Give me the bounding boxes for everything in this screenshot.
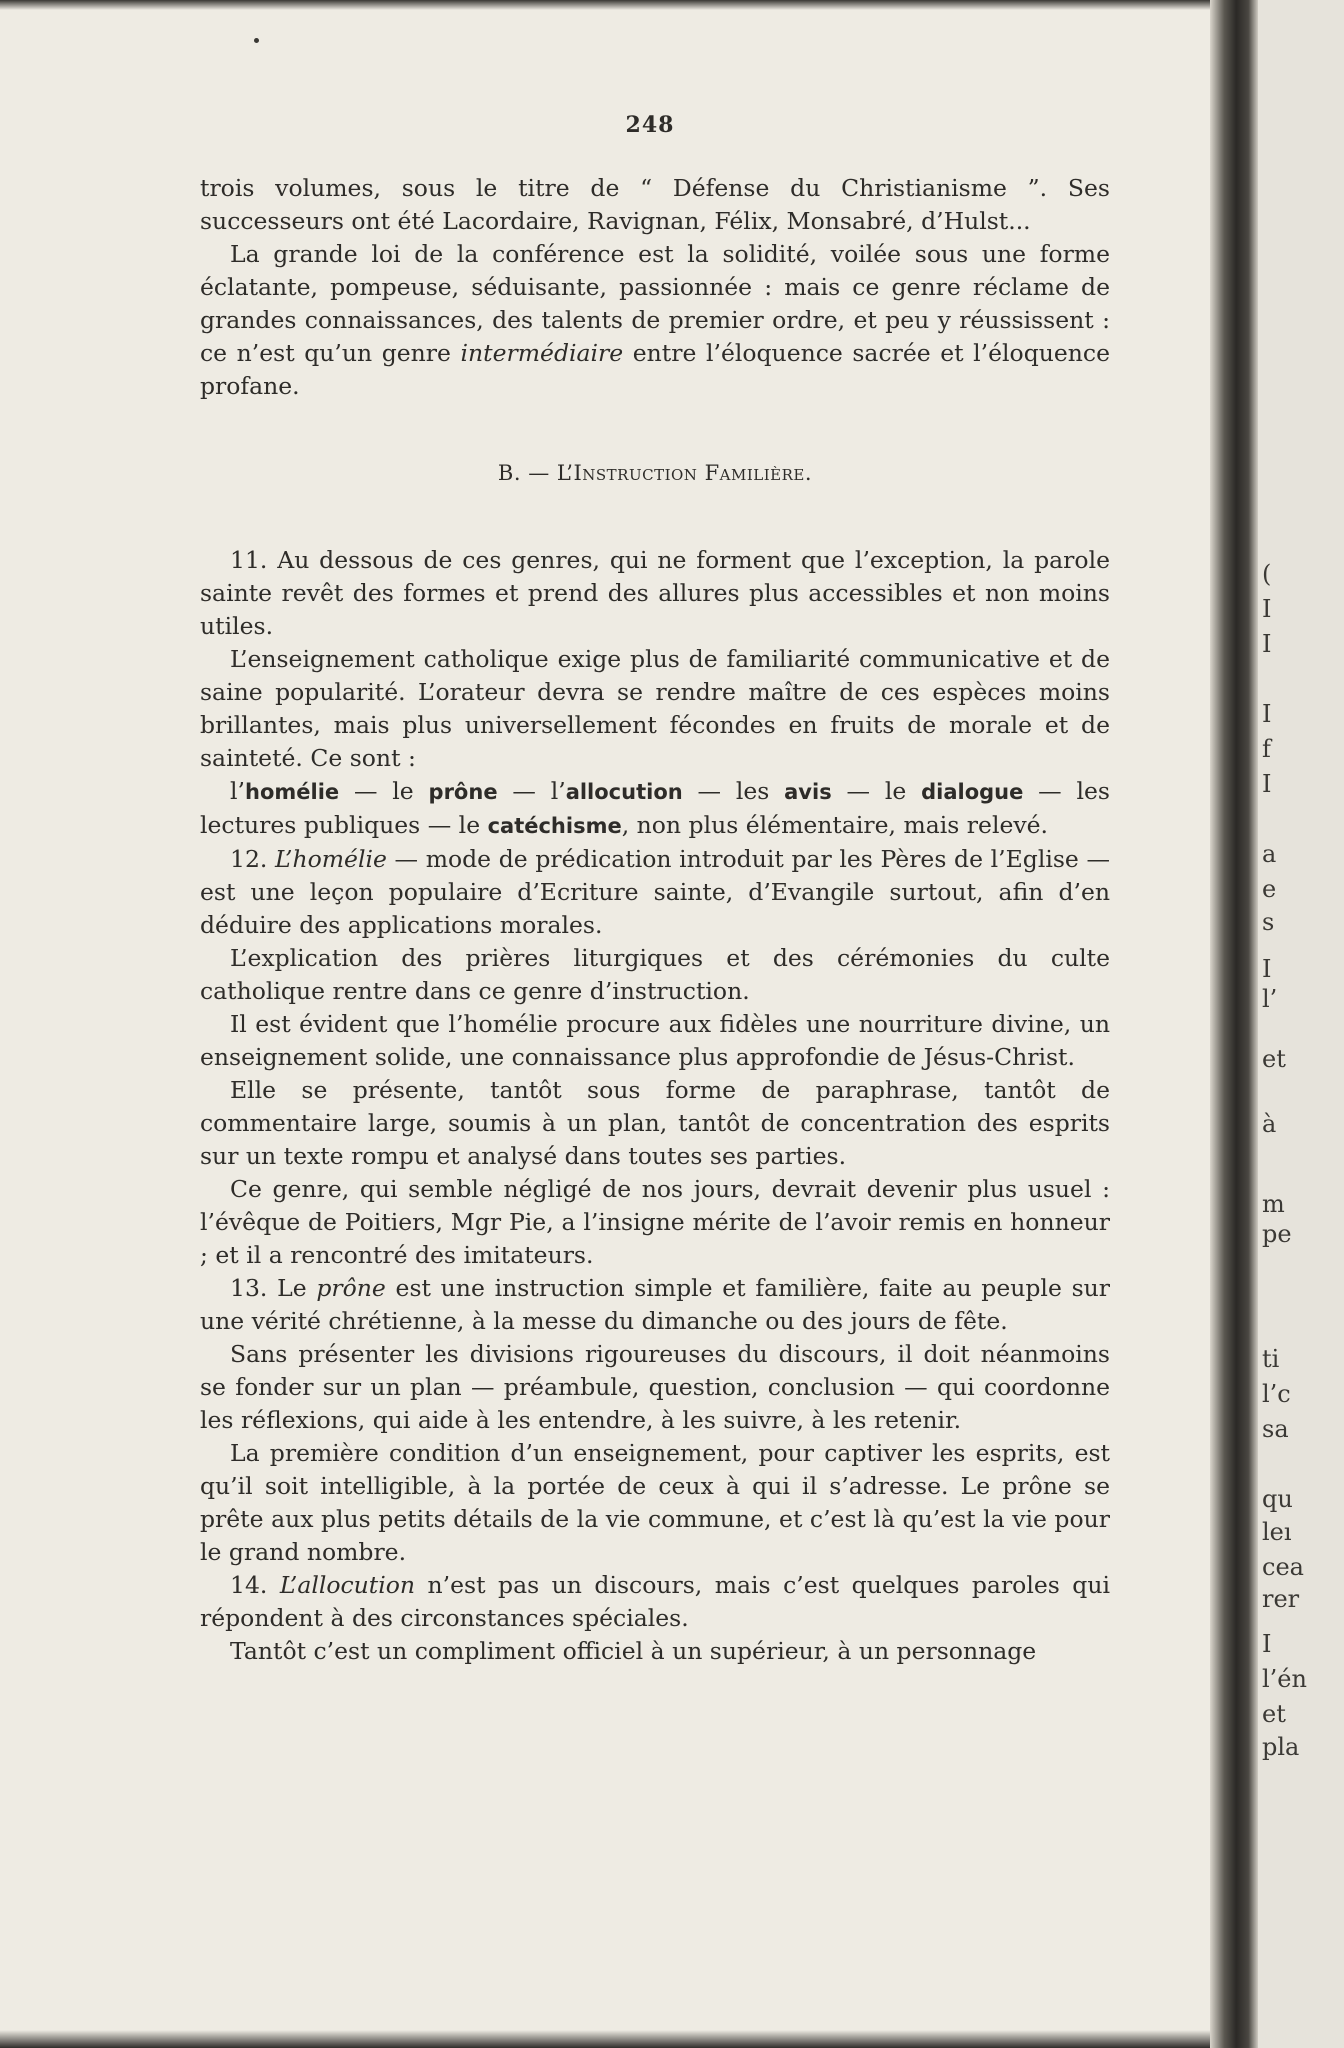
text-run: 12. xyxy=(230,845,276,873)
genre-list xyxy=(200,775,1110,843)
adjacent-page-fragment: I xyxy=(1262,770,1272,798)
adjacent-page-fragment: ti xyxy=(1262,1345,1280,1373)
adjacent-page-fragment: I xyxy=(1262,1630,1272,1658)
adjacent-page-fragment: rer xyxy=(1262,1585,1300,1613)
adjacent-page-fragment: cea xyxy=(1262,1553,1304,1581)
adjacent-page-fragment: f xyxy=(1262,735,1271,763)
adjacent-page-fragment: l’ xyxy=(1262,985,1278,1013)
page-body xyxy=(200,172,1110,1668)
adjacent-page-fragment: m xyxy=(1262,1190,1285,1218)
adjacent-page-fragment: sa xyxy=(1262,1415,1289,1443)
text-run: entre l’éloquence sacrée et l’éloquence profane. xyxy=(200,339,1110,400)
text-run: 14. xyxy=(230,1571,280,1599)
italic-term: prône xyxy=(316,1274,386,1302)
adjacent-page-fragment: qu xyxy=(1262,1485,1293,1513)
adjacent-page-fragment: ( xyxy=(1262,560,1272,588)
adjacent-page-fragment: à xyxy=(1262,1110,1277,1138)
adjacent-page-fragment: pla xyxy=(1262,1733,1300,1761)
adjacent-page-fragment: et xyxy=(1262,1045,1286,1073)
term-dialogue: dialogue xyxy=(921,780,1024,804)
page-number: 248 xyxy=(625,112,675,138)
adjacent-page-fragment: s xyxy=(1262,908,1275,936)
section-heading-prefix: B. — L’ xyxy=(497,461,574,485)
section-heading xyxy=(200,457,1110,490)
adjacent-page-fragment: I xyxy=(1262,955,1272,983)
term-homelie: homélie xyxy=(245,780,340,804)
adjacent-page-fragment: l’c xyxy=(1262,1380,1291,1408)
adjacent-page-fragment: I xyxy=(1262,700,1272,728)
text-run: — mode de prédication introduit par les Pères de l’Eglise — est une leçon populaire d’Ecriture sainte, d’Evangile surtout, afin d’en déduire des applications morales. xyxy=(200,845,1110,939)
text-run: La grande loi de la conférence est la solidité, voilée sous une forme éclatante, pompeuse, séduisante, passionnée : mais ce genre réclame de grandes connaissances, des talents de premier ordre, et peu y réussissent : ce n’est qu’un genre xyxy=(200,240,1110,367)
section-heading-title: Instruction Familière. xyxy=(573,461,813,485)
text-run: — les lectures publiques — le xyxy=(200,777,1110,839)
italic-term: L’homélie xyxy=(275,845,387,873)
paragraph: trois volumes, sous le titre de “ Défense du Christianisme ”. Ses successeurs ont été Lacordaire, Ravignan, Félix, Monsabré, d’Hulst... xyxy=(200,174,1110,235)
paragraph xyxy=(200,1272,1110,1338)
paragraph: 11. Au dessous de ces genres, qui ne forment que l’exception, la parole sainte revêt des formes et prend des allures plus accessibles et non moins utiles. xyxy=(200,546,1110,640)
paragraph: La première condition d’un enseignement, pour captiver les esprits, est qu’il soit intelligible, à la portée de ceux à qui il s’adresse. Le prône se prête aux plus petits détails de la vie commune, et c’est là qu’est la vie pour le grand nombre. xyxy=(200,1439,1110,1566)
adjacent-page-fragment: I xyxy=(1262,630,1272,658)
paragraph: Il est évident que l’homélie procure aux fidèles une nourriture divine, un enseignement solide, une connaissance plus approfondie de Jésus-Christ. xyxy=(200,1010,1110,1071)
term-prone: prône xyxy=(428,780,498,804)
adjacent-page-fragment: pe xyxy=(1262,1220,1292,1248)
adjacent-page-fragment: l’én xyxy=(1262,1665,1307,1693)
text-run: , non plus élémentaire, mais relevé. xyxy=(621,811,1049,839)
term-catechisme: catéchisme xyxy=(487,814,622,838)
paragraph xyxy=(200,1569,1110,1635)
text-run: n’est pas un discours, mais c’est quelques paroles qui répondent à des circonstances spéciales. xyxy=(200,1571,1110,1632)
book-gutter xyxy=(1210,0,1258,2048)
text-run: — l’ xyxy=(497,777,566,805)
adjacent-page-fragment: a xyxy=(1262,840,1277,868)
adjacent-page-fragment: et xyxy=(1262,1700,1286,1728)
ink-spot xyxy=(254,38,259,43)
text-run: 13. Le xyxy=(230,1274,317,1302)
text-run: l’ xyxy=(230,777,245,805)
adjacent-page-fragment: I xyxy=(1262,595,1272,623)
term-avis: avis xyxy=(784,780,832,804)
adjacent-page xyxy=(1258,0,1344,2048)
italic-term: L’allocution xyxy=(279,1571,416,1599)
text-run: est une instruction simple et familière, faite au peuple sur une vérité chrétienne, à la messe du dimanche ou des jours de fête. xyxy=(200,1274,1111,1335)
paragraph: Tantôt c’est un compliment officiel à un supérieur, à un personnage xyxy=(230,1637,1037,1665)
text-run: — le xyxy=(339,777,429,805)
paragraph xyxy=(200,843,1110,942)
text-run: — les xyxy=(682,777,785,805)
paragraph: L’explication des prières liturgiques et des cérémonies du culte catholique rentre dans ce genre d’instruction. xyxy=(200,944,1110,1005)
italic-term: intermédiaire xyxy=(460,339,624,367)
paragraph: Sans présenter les divisions rigoureuses du discours, il doit néanmoins se fonder sur un plan — préambule, question, conclusion — qui coordonne les réflexions, qui aide à les entendre, à les suivre, à les retenir. xyxy=(200,1340,1110,1434)
adjacent-page-fragment: leı xyxy=(1262,1518,1292,1546)
text-run: — le xyxy=(831,777,922,805)
adjacent-page-fragment: e xyxy=(1262,875,1277,903)
paragraph xyxy=(200,238,1110,403)
page-bottom-edge xyxy=(0,2030,1226,2048)
page-top-edge xyxy=(0,0,1226,10)
paragraph: L’enseignement catholique exige plus de familiarité communicative et de saine popularité. L’orateur devra se rendre maître de ces espèces moins brillantes, mais plus universellement fécondes en fruits de morale et de sainteté. Ce sont : xyxy=(200,645,1110,772)
term-allocution: allocution xyxy=(565,780,683,804)
paragraph: Elle se présente, tantôt sous forme de paraphrase, tantôt de commentaire large, soumis à un plan, tantôt de concentration des esprits sur un texte rompu et analysé dans toutes ses parties. xyxy=(200,1076,1110,1170)
paragraph: Ce genre, qui semble négligé de nos jours, devrait devenir plus usuel : l’évêque de Poitiers, Mgr Pie, a l’insigne mérite de l’avoir remis en honneur ; et il a rencontré des imitateurs. xyxy=(200,1175,1110,1269)
